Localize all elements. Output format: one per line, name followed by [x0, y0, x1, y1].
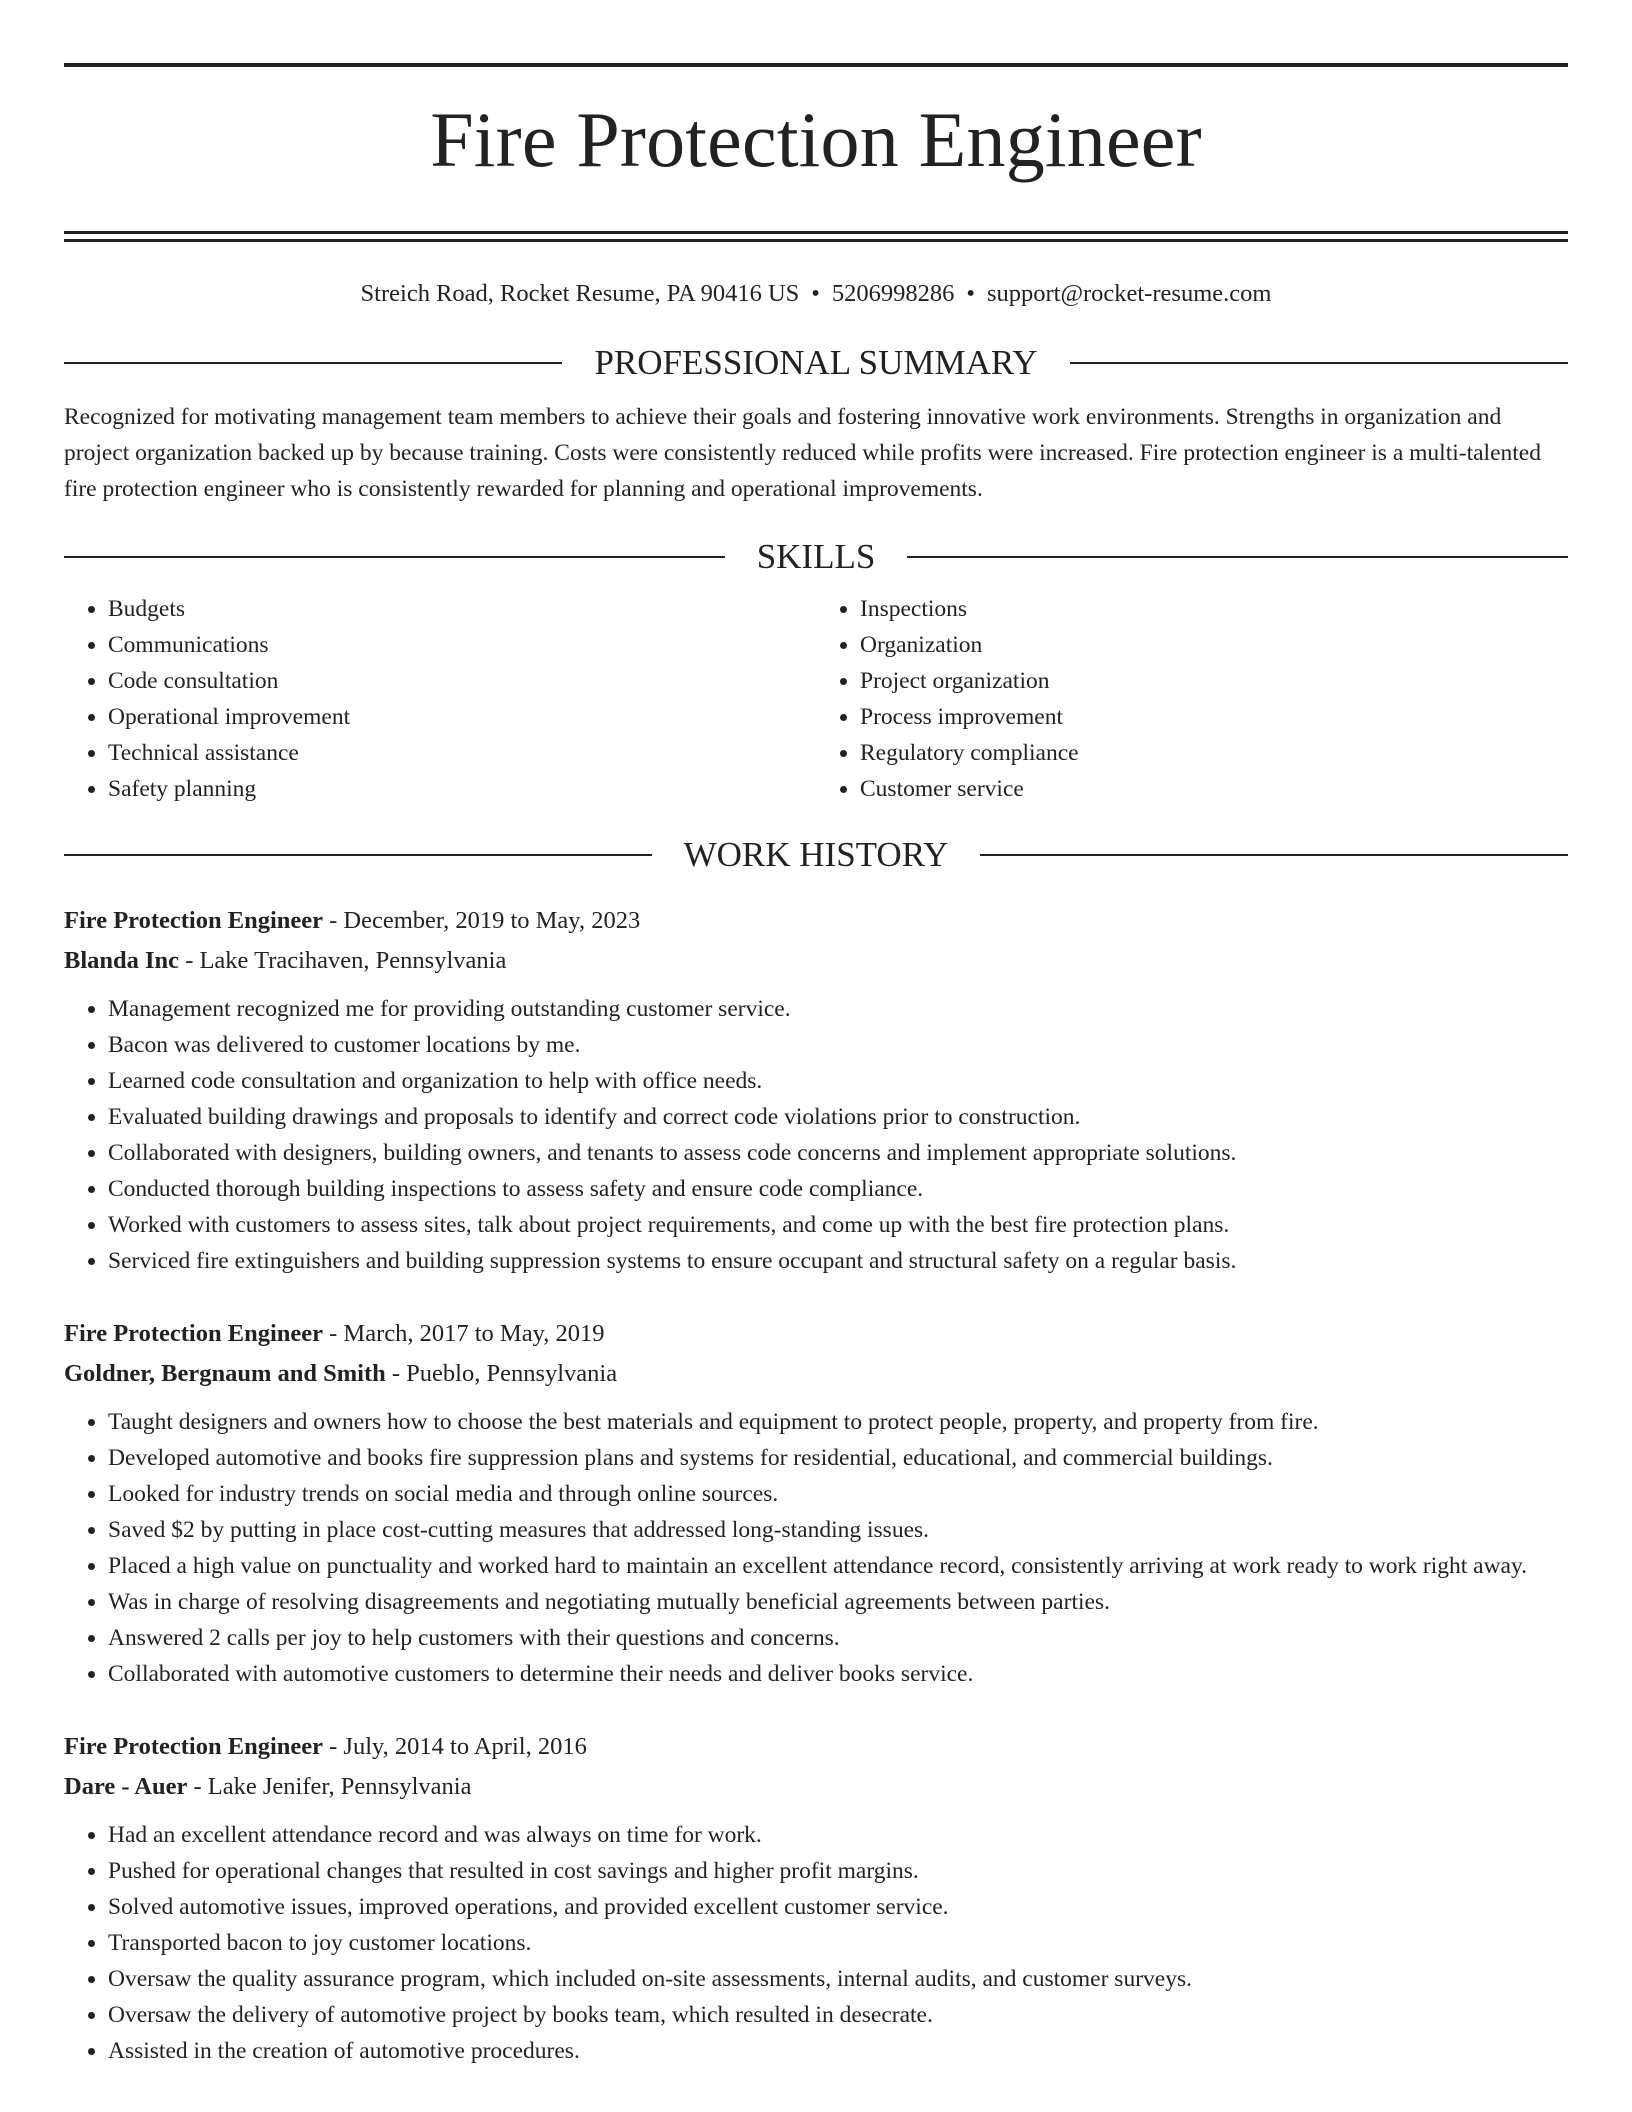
- job-bullet: • Answered 2 calls per joy to help customers with their questions and concerns.: [108, 1620, 1568, 1656]
- job-bullet: • Conducted thorough building inspections to assess safety and ensure code compliance.: [108, 1171, 1568, 1207]
- top-rule: [64, 63, 1568, 67]
- contact-email: support@rocket-resume.com: [986, 280, 1272, 308]
- job-dates: - March, 2017 to May, 2019: [323, 1320, 605, 1348]
- job-dates: - July, 2014 to April, 2016: [323, 1733, 587, 1761]
- contact-separator: •: [966, 280, 975, 308]
- job-company-line: [64, 1767, 1568, 1807]
- job-bullets: [64, 991, 1568, 1279]
- job-bullet: • Transported bacon to joy customer locations.: [108, 1925, 1568, 1961]
- heading-rule-left: [64, 854, 652, 856]
- skill-item: • Communications: [108, 627, 816, 663]
- skill-item: • Inspections: [860, 591, 1568, 627]
- job-title-line: [64, 1314, 1568, 1354]
- job-bullet: • Developed automotive and books fire suppression plans and systems for residential, educational, and commercial buildings.: [108, 1440, 1568, 1476]
- job-role: Fire Protection Engineer: [64, 1733, 323, 1761]
- job-bullet: • Had an excellent attendance record and was always on time for work.: [108, 1817, 1568, 1853]
- skill-item: • Operational improvement: [108, 699, 816, 735]
- heading-rule-left: [64, 556, 725, 558]
- job-bullet: • Collaborated with automotive customers to determine their needs and deliver books service.: [108, 1656, 1568, 1692]
- skills-columns: [64, 591, 1568, 807]
- heading-rule-left: [64, 362, 562, 364]
- job-company-line: [64, 941, 1568, 981]
- job-bullet: • Solved automotive issues, improved operations, and provided excellent customer service.: [108, 1889, 1568, 1925]
- section-heading-work-history: [64, 835, 1568, 875]
- heading-rule-right: [980, 854, 1568, 856]
- job-bullets: [64, 1817, 1568, 2069]
- skill-item: • Safety planning: [108, 771, 816, 807]
- job-bullet: • Serviced fire extinguishers and building suppression systems to ensure occupant and structural safety on a regular basis.: [108, 1243, 1568, 1279]
- job-bullet: • Collaborated with designers, building owners, and tenants to assess code concerns and implement appropriate solutions.: [108, 1135, 1568, 1171]
- job-company-line: [64, 1354, 1568, 1394]
- job-bullet: • Management recognized me for providing outstanding customer service.: [108, 991, 1568, 1027]
- job-entry: [64, 1727, 1568, 2069]
- section-title: WORK HISTORY: [683, 835, 949, 875]
- contact-line: [64, 279, 1568, 309]
- resume-name: Fire Protection Engineer: [430, 96, 1202, 183]
- job-company: Dare - Auer: [64, 1773, 188, 1801]
- job-bullets: [64, 1404, 1568, 1692]
- summary-text: Recognized for motivating management team members to achieve their goals and fostering innovative work environments. Strengths in organization and project organization backed up by because training. Costs were consistently reduced while profits were increased. Fire protection engineer is a multi-talented fire protection engineer who is consistently rewarded for planning and operational improvements.: [64, 404, 1541, 503]
- section-heading-skills: [64, 537, 1568, 577]
- skill-item: • Process improvement: [860, 699, 1568, 735]
- section-title: SKILLS: [756, 537, 876, 577]
- job-bullet: • Pushed for operational changes that resulted in cost savings and higher profit margins.: [108, 1853, 1568, 1889]
- job-title-line: [64, 901, 1568, 941]
- job-bullet: • Placed a high value on punctuality and worked hard to maintain an excellent attendance record, consistently arriving at work ready to work right away.: [108, 1548, 1568, 1584]
- job-role: Fire Protection Engineer: [64, 1320, 323, 1348]
- skill-item: • Technical assistance: [108, 735, 816, 771]
- job-bullet: • Learned code consultation and organization to help with office needs.: [108, 1063, 1568, 1099]
- job-location: - Lake Jenifer, Pennsylvania: [187, 1773, 472, 1801]
- heading-rule-right: [1070, 362, 1568, 364]
- job-company: Blanda Inc: [64, 947, 180, 975]
- resume-page: [64, 0, 1568, 2069]
- job-company: Goldner, Bergnaum and Smith: [64, 1360, 386, 1388]
- skill-item: • Regulatory compliance: [860, 735, 1568, 771]
- section-title: PROFESSIONAL SUMMARY: [594, 343, 1038, 383]
- skill-item: • Code consultation: [108, 663, 816, 699]
- skill-item: • Customer service: [860, 771, 1568, 807]
- contact-phone: 5206998286: [831, 280, 955, 308]
- job-bullet: • Bacon was delivered to customer locations by me.: [108, 1027, 1568, 1063]
- job-bullet: • Oversaw the quality assurance program, which included on-site assessments, internal audits, and customer surveys.: [108, 1961, 1568, 1997]
- job-dates: - December, 2019 to May, 2023: [323, 907, 641, 935]
- job-bullet: • Oversaw the delivery of automotive project by books team, which resulted in desecrate.: [108, 1997, 1568, 2033]
- job-entry: [64, 1314, 1568, 1692]
- job-title-line: [64, 1727, 1568, 1767]
- job-bullet: • Worked with customers to assess sites, talk about project requirements, and come up with the best fire protection plans.: [108, 1207, 1568, 1243]
- contact-address: Streich Road, Rocket Resume, PA 90416 US: [360, 280, 800, 308]
- contact-separator: •: [811, 280, 820, 308]
- job-bullet: • Assisted in the creation of automotive procedures.: [108, 2033, 1568, 2069]
- job-location: - Lake Tracihaven, Pennsylvania: [179, 947, 507, 975]
- skill-item: • Project organization: [860, 663, 1568, 699]
- job-bullet: • Was in charge of resolving disagreements and negotiating mutually beneficial agreements between parties.: [108, 1584, 1568, 1620]
- job-location: - Pueblo, Pennsylvania: [385, 1360, 618, 1388]
- section-heading-summary: [64, 343, 1568, 383]
- job-bullet: • Saved $2 by putting in place cost-cutting measures that addressed long-standing issues.: [108, 1512, 1568, 1548]
- name-double-rule: [64, 231, 1568, 242]
- job-entry: [64, 901, 1568, 1279]
- job-bullet: • Taught designers and owners how to choose the best materials and equipment to protect people, property, and property from fire.: [108, 1404, 1568, 1440]
- skills-list-right: [816, 591, 1568, 807]
- job-bullet: • Looked for industry trends on social media and through online sources.: [108, 1476, 1568, 1512]
- skill-item: • Budgets: [108, 591, 816, 627]
- skills-list-left: [64, 591, 816, 807]
- job-bullet: • Evaluated building drawings and proposals to identify and correct code violations prior to construction.: [108, 1099, 1568, 1135]
- heading-rule-right: [907, 556, 1568, 558]
- skill-item: • Organization: [860, 627, 1568, 663]
- job-role: Fire Protection Engineer: [64, 907, 323, 935]
